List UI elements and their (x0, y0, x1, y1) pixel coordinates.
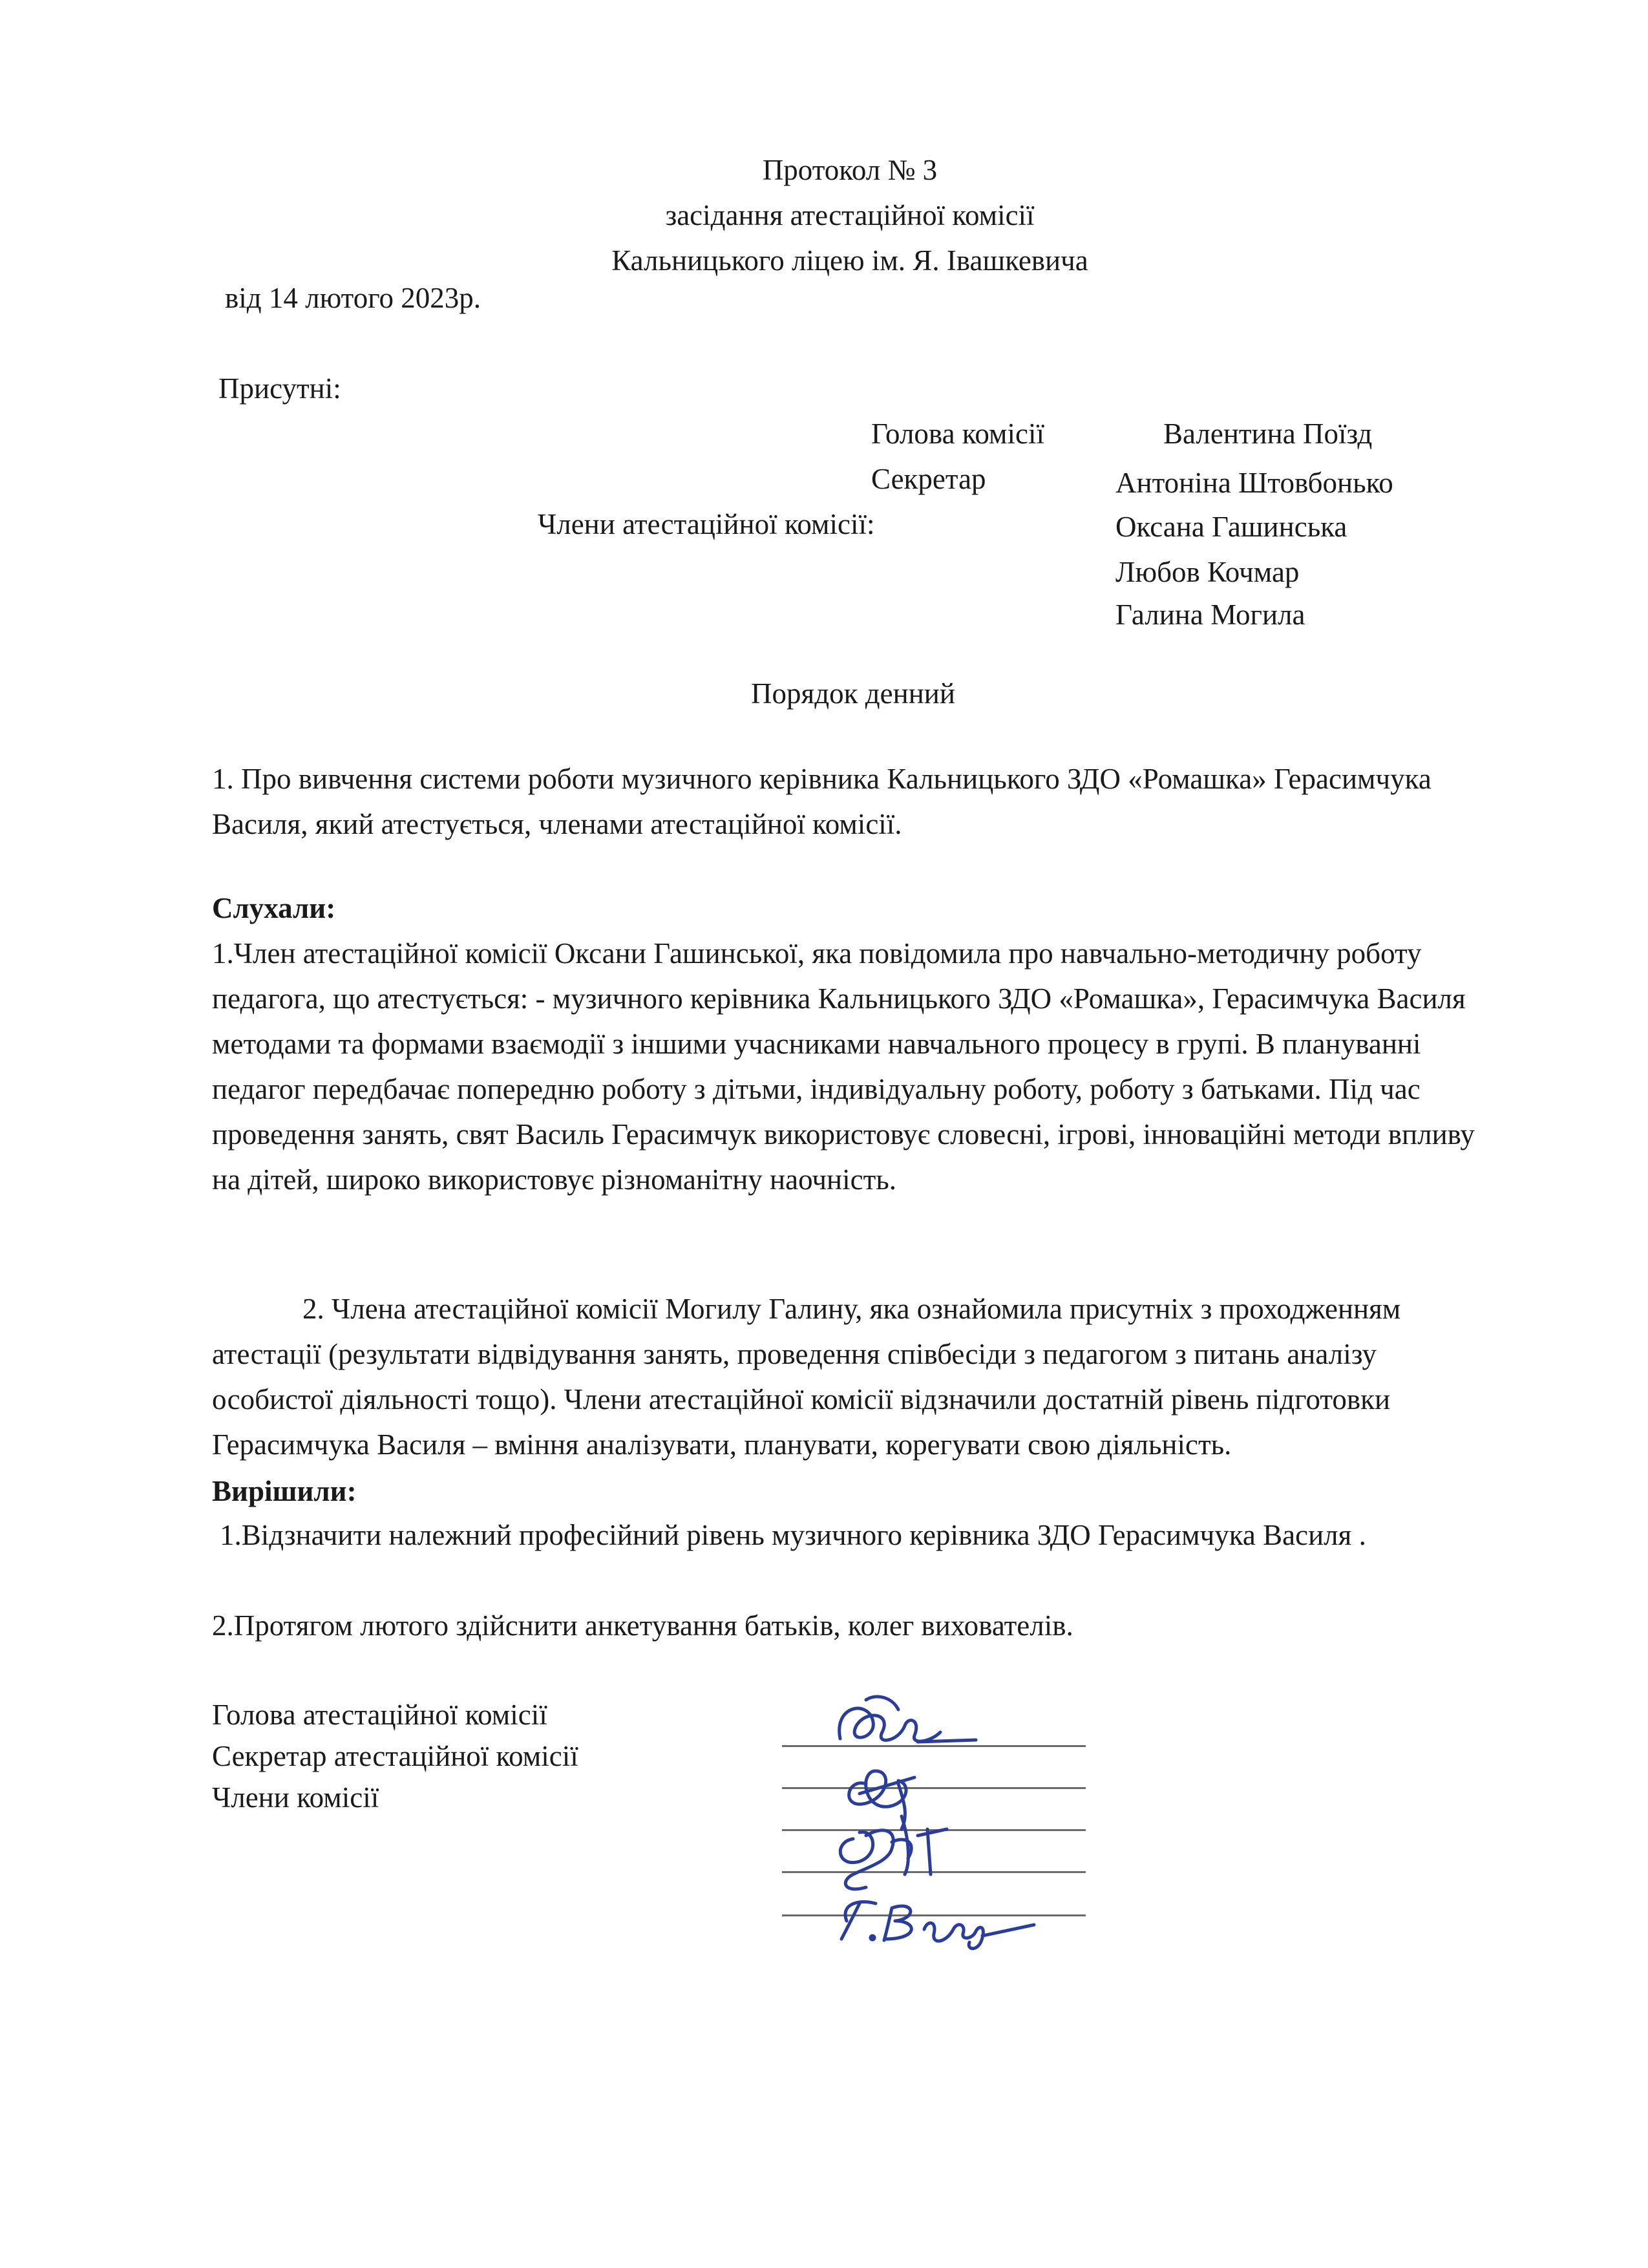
document-subtitle: засідання атестаційної комісії (665, 199, 1035, 231)
chair-role: Голова комісії (871, 418, 1044, 450)
agenda-title: Порядок денний (751, 677, 955, 710)
member-name: Любов Кочмар (1115, 556, 1300, 588)
decision-item: 2.Протягом лютого здійснити анкетування батьків, колег вихователів. (212, 1609, 1073, 1642)
signature-label-members: Члени комісії (212, 1781, 379, 1814)
signature-label-chair: Голова атестаційної комісії (212, 1699, 547, 1731)
member-name: Галина Могила (1115, 599, 1305, 631)
signature-label-secretary: Секретар атестаційної комісії (212, 1740, 578, 1772)
present-label: Присутні: (218, 372, 341, 405)
agenda-item: 1. Про вивчення системи роботи музичного керівника Кальницького ЗДО «Ромашка» Герасимчука Василя, який атестується, членами атестаційної комісії. (212, 763, 1431, 840)
member-name: Оксана Гашинська (1115, 511, 1347, 543)
document-date: від 14 лютого 2023р. (225, 282, 481, 314)
chair-name: Валентина Поїзд (1163, 418, 1373, 450)
document-title: Протокол № 3 (762, 154, 938, 186)
secretary-role: Секретар (871, 463, 986, 495)
handwritten-signatures (769, 1680, 1105, 1952)
heard-paragraph: 2. Члена атестаційної комісії Могилу Галину, яка ознайомила присутніх з проходженням атестації (результати відвідування занять, проведення співбесіди з педагогом з питань аналізу особистої діяльності тощо). Члени атестаційної комісії відзначили достатній рівень підготовки Герасимчука Василя – вміння аналізувати, планувати, корегувати свою діяльність. (212, 1293, 1401, 1461)
decision-item: 1.Відзначити належний професійний рівень музичного керівника ЗДО Герасимчука Василя . (220, 1519, 1366, 1551)
heard-paragraph: 1.Член атестаційної комісії Оксани Гашинської, яка повідомила про навчально-методичну роботу педагога, що атестується: - музичного керівника Кальницького ЗДО «Ромашка», Герасимчука Василя методами та формами взаємодії з іншими учасниками навчального процесу в групі. В плануванні педагог передбачає попередню роботу з дітьми, індивідуальну роботу, роботу з батьками. Під час проведення занять, свят Василь Герасимчук використовує словесні, ігрові, інноваційні методи впливу на дітей, широко використовує різноманітну наочність. (212, 937, 1475, 1196)
institution-name: Кальницького ліцею ім. Я. Івашкевича (611, 244, 1088, 277)
heard-label: Слухали: (212, 892, 336, 924)
decided-label: Вирішили: (212, 1475, 357, 1507)
secretary-name: Антоніна Штовбонько (1115, 467, 1393, 499)
members-role: Члени атестаційної комісії: (538, 508, 875, 540)
